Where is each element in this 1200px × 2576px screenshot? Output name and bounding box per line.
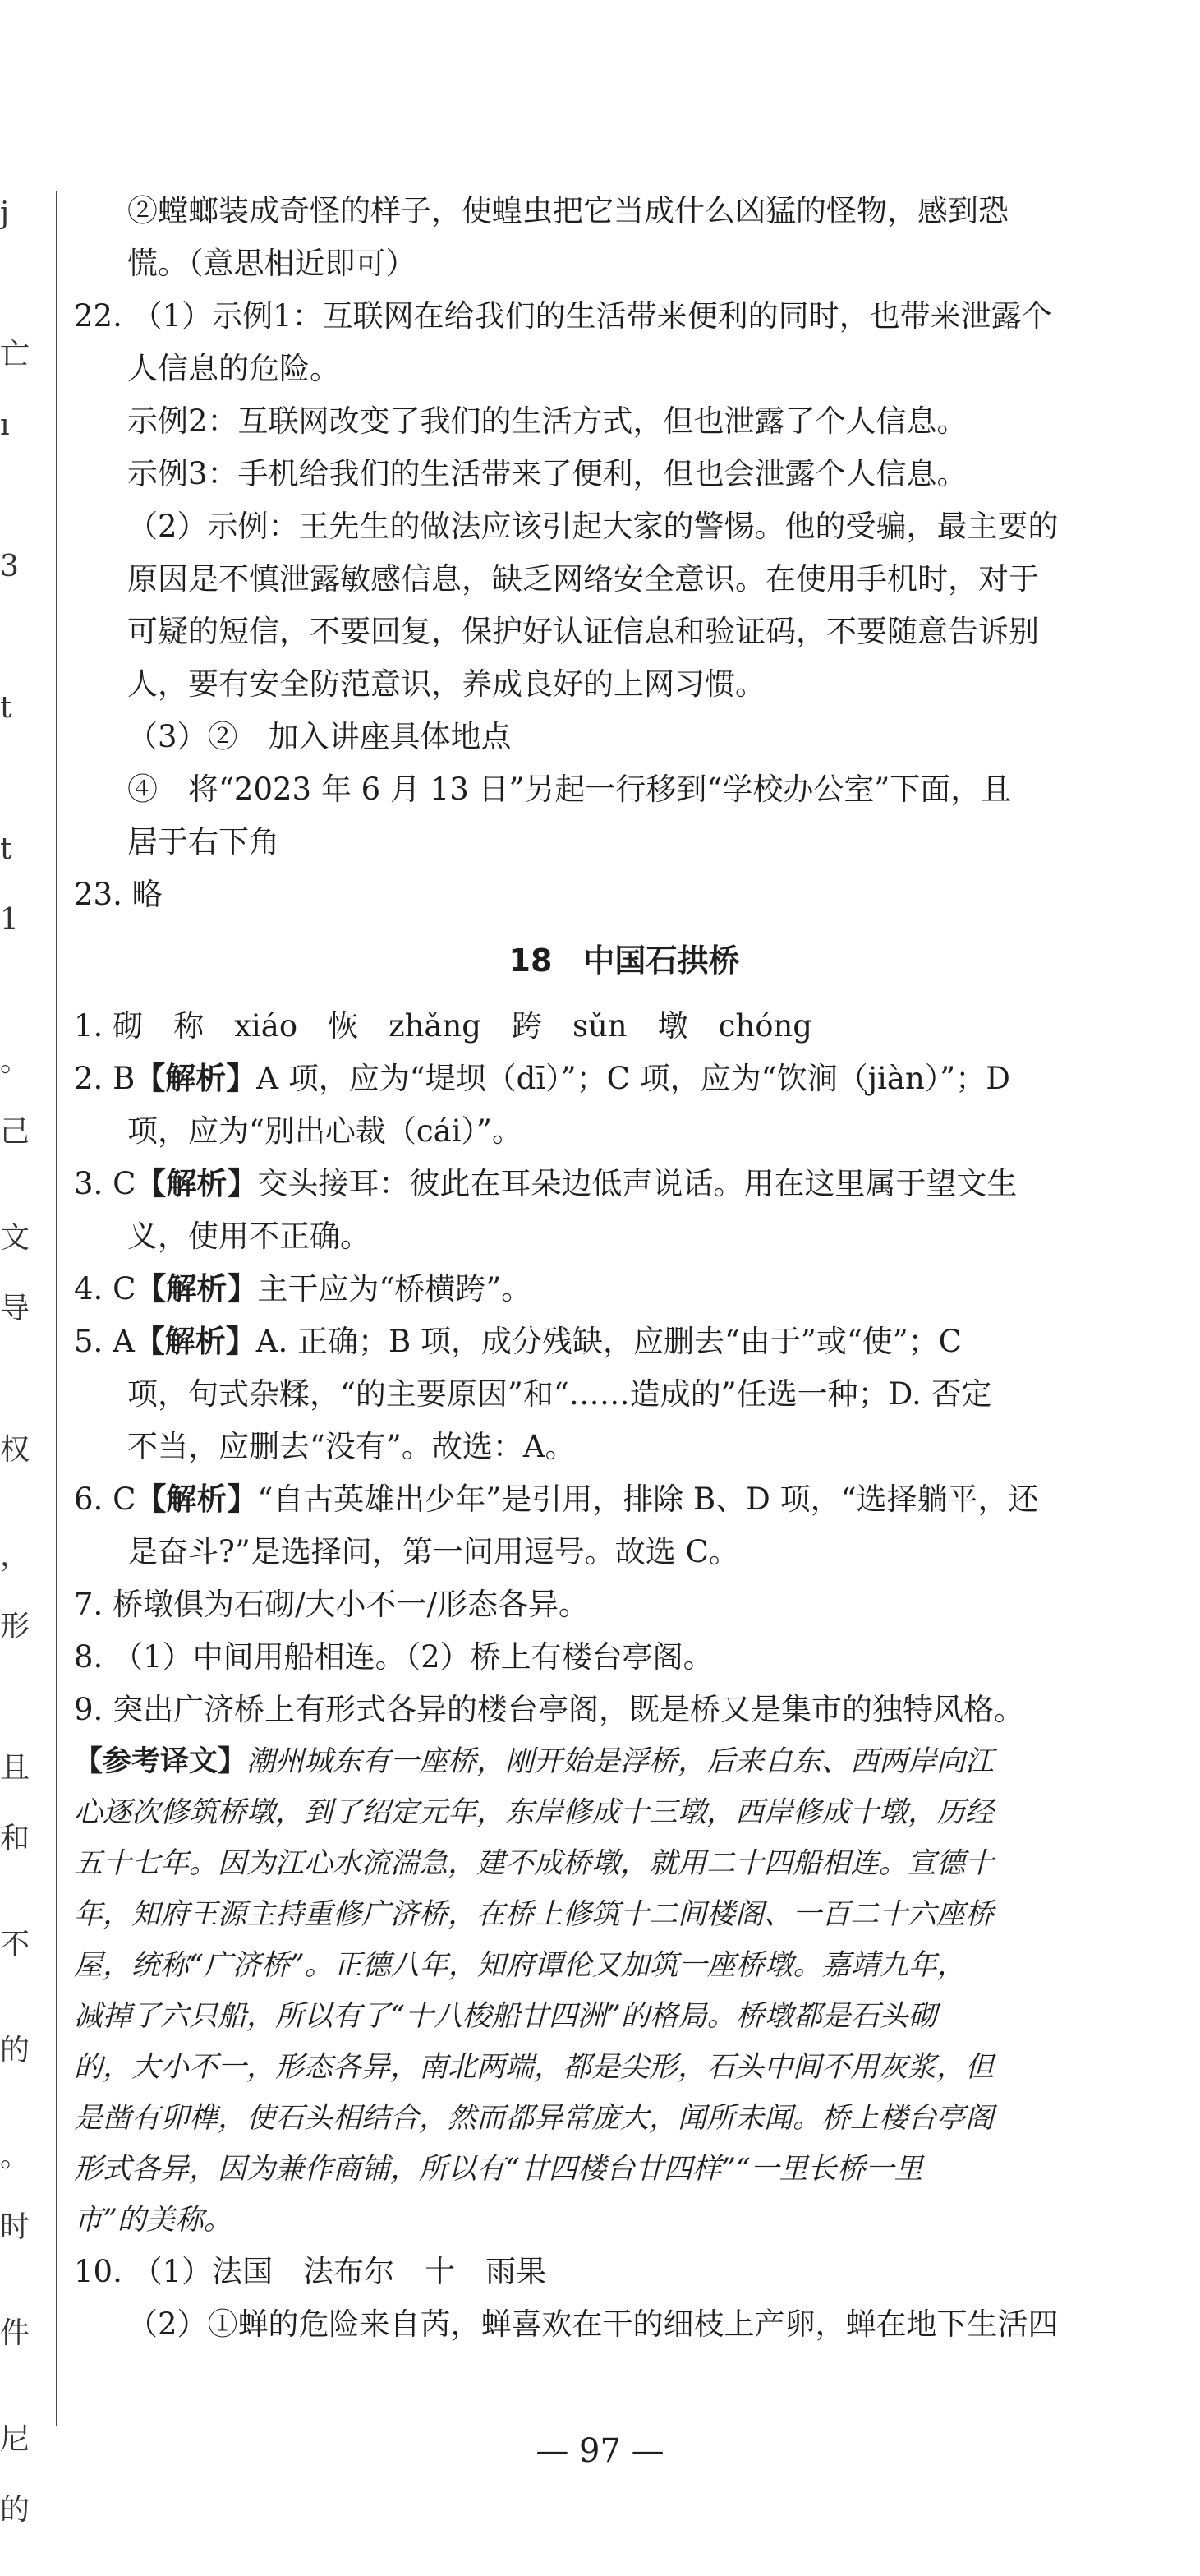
analysis-tag: 【解析】 (136, 1166, 258, 1201)
answer-1: 1. 砌 称 xiáo 恢 zhǎng 跨 sǔn 墩 chóng (74, 1008, 812, 1044)
analysis-tag: 【解析】 (135, 1061, 257, 1096)
answer-number: 5. A (74, 1324, 135, 1359)
translation-first-line (74, 1736, 1175, 1787)
section-heading: 18 中国石拱桥 (508, 942, 740, 979)
answer-10-1: 10. （1）法国 法布尔 十 雨果 (74, 2254, 547, 2289)
text-line: 原因是不慎泄露敏感信息，缺乏网络安全意识。在使用手机时，对于 (127, 561, 1039, 597)
text-line: ②螳螂装成奇怪的样子，使蝗虫把它当成什么凶猛的怪物，感到恐 (127, 193, 1009, 228)
text-line: 示例3：手机给我们的生活带来了便利，但也会泄露个人信息。 (127, 456, 968, 491)
binding-line (56, 191, 57, 2426)
translation-tag: 【参考译文】 (74, 1745, 247, 1778)
text-line: 不当，应删去“没有”。故选：A。 (127, 1429, 576, 1464)
margin-fragment: 件 (0, 2316, 30, 2350)
answer-7: 7. 桥墩俱为石砌/大小不一/形态各异。 (74, 1587, 589, 1622)
text-line: 示例2：互联网改变了我们的生活方式，但也泄露了个人信息。 (127, 403, 968, 439)
answer-text: A 项，应为“堤坝（dī）”；C 项，应为“饮涧（jiàn）”；D (256, 1061, 1010, 1096)
text-line: （2）示例：王先生的做法应该引起大家的警惕。他的受骗，最主要的 (127, 509, 1059, 544)
answer-number: 6. C (74, 1482, 136, 1517)
margin-fragment: 且 (0, 1751, 30, 1785)
answer-6 (74, 1473, 1175, 1526)
translation-line: 屋，统称“广济桥”。正德八年，知府谭伦又加筑一座桥墩。嘉靖九年， (74, 1949, 966, 1982)
answer-text: 主干应为“桥横跨”。 (257, 1271, 532, 1306)
translation-line: 年，知府王源主持重修广济桥，在桥上修筑十二间楼阁、一百二十六座桥 (74, 1898, 995, 1931)
translation-line: 心逐次修筑桥墩，到了绍定元年，东岸修成十三墩，西岸修成十墩，历经 (74, 1796, 995, 1829)
margin-fragment: 的 (0, 2493, 30, 2527)
analysis-tag: 【解析】 (136, 1271, 258, 1306)
margin-fragment: 1 (0, 903, 19, 937)
answer-3 (74, 1158, 1175, 1210)
page-number: — 97 — (536, 2432, 664, 2470)
answer-2 (74, 1053, 1175, 1105)
translation-line: 形式各异，因为兼作商铺，所以有“廿四楼台廿四样”“一里长桥一里 (74, 2153, 923, 2186)
margin-fragment: ı (0, 408, 10, 442)
margin-fragment: j (0, 196, 10, 230)
text-line: 可疑的短信，不要回复，保护好认证信息和验证码，不要随意告诉别 (127, 614, 1039, 649)
margin-fragment: t (0, 832, 12, 866)
text-line: 义，使用不正确。 (127, 1219, 370, 1254)
translation-line: 五十七年。因为江心水流湍急，建不成桥墩，就用二十四船相连。宣德十 (74, 1847, 995, 1880)
answer-number: 2. B (74, 1061, 136, 1096)
text-line: （3）② 加入讲座具体地点 (127, 719, 512, 754)
question-23: 23. 略 (74, 877, 163, 912)
answer-number: 3. C (74, 1166, 136, 1201)
translation-text: 潮州城东有一座桥，刚开始是浮桥，后来自东、西两岸向江 (246, 1745, 995, 1778)
text-line: 项，应为“别出心裁（cái）”。 (127, 1113, 522, 1149)
answer-9: 9. 突出广济桥上有形式各异的楼台亭阁，既是桥又是集市的独特风格。 (74, 1692, 1025, 1727)
translation-line: 减掉了六只船，所以有了“十八梭船廿四洲”的格局。桥墩都是石头砌 (74, 2000, 937, 2033)
margin-fragment: 尼 (0, 2422, 30, 2456)
translation-line: 是凿有卯榫，使石头相结合，然而都异常庞大，闻所未闻。桥上楼台亭阁 (74, 2102, 995, 2135)
answer-5 (74, 1316, 1175, 1368)
text-line: ④ 将“2023 年 6 月 13 日”另起一行移到“学校办公室”下面，且 (127, 772, 1012, 807)
margin-fragment: 时 (0, 2210, 30, 2244)
answer-content (74, 185, 1175, 2351)
margin-fragment: 不 (0, 1928, 30, 1961)
text-line: 人信息的危险。 (127, 351, 340, 386)
answer-text: 交头接耳：彼此在耳朵边低声说话。用在这里属于望文生 (257, 1166, 1018, 1201)
text-line: 慌。（意思相近即可） (127, 246, 416, 281)
margin-fragment: 的 (0, 2034, 30, 2067)
margin-fragment: 权 (0, 1433, 30, 1467)
answer-8: 8. （1）中间用船相连。（2）桥上有楼台亭阁。 (74, 1639, 714, 1675)
analysis-tag: 【解析】 (136, 1482, 258, 1517)
translation-line: 市”的美称。 (74, 2204, 232, 2237)
answer-4 (74, 1263, 1175, 1316)
question-22: 22. （1）示例1：互联网在给我们的生活带来便利的同时，也带来泄露个 (74, 298, 1052, 334)
margin-fragment: 亡 (0, 338, 30, 371)
margin-fragment: 导 (0, 1292, 30, 1325)
answer-number: 4. C (74, 1271, 136, 1306)
margin-fragment: 形 (0, 1610, 30, 1643)
margin-fragment: ， (0, 1539, 30, 1573)
text-line: 项，句式杂糅，“的主要原因”和“……造成的”任选一种；D. 否定 (127, 1376, 992, 1412)
margin-fragment: 。 (0, 2140, 30, 2173)
margin-fragment: 和 (0, 1822, 30, 1855)
margin-fragment: 己 (0, 1115, 30, 1149)
text-line: 是奋斗?”是选择问，第一问用逗号。故选 C。 (127, 1534, 739, 1569)
margin-fragment: t (0, 691, 12, 725)
translation-line: 的，大小不一，形态各异，南北两端，都是尖形，石头中间不用灰浆，但 (74, 2051, 995, 2084)
answer-10-2: （2）①蝉的危险来自芮，蝉喜欢在干的细枝上产卵，蝉在地下生活四 (127, 2306, 1059, 2342)
answer-text: A. 正确；B 项，成分残缺，应删去“由于”或“使”；C (255, 1324, 962, 1359)
text-line: 居于右下角 (127, 824, 279, 859)
margin-fragment: 文 (0, 1221, 30, 1255)
analysis-tag: 【解析】 (134, 1324, 256, 1359)
answer-text: “自古英雄出少年”是引用，排除 B、D 项，“选择躺平，还 (257, 1482, 1039, 1517)
margin-fragment: 3 (0, 550, 19, 583)
text-line: 人，要有安全防范意识，养成良好的上网习惯。 (127, 666, 766, 702)
margin-fragment: 。 (0, 1044, 30, 1078)
